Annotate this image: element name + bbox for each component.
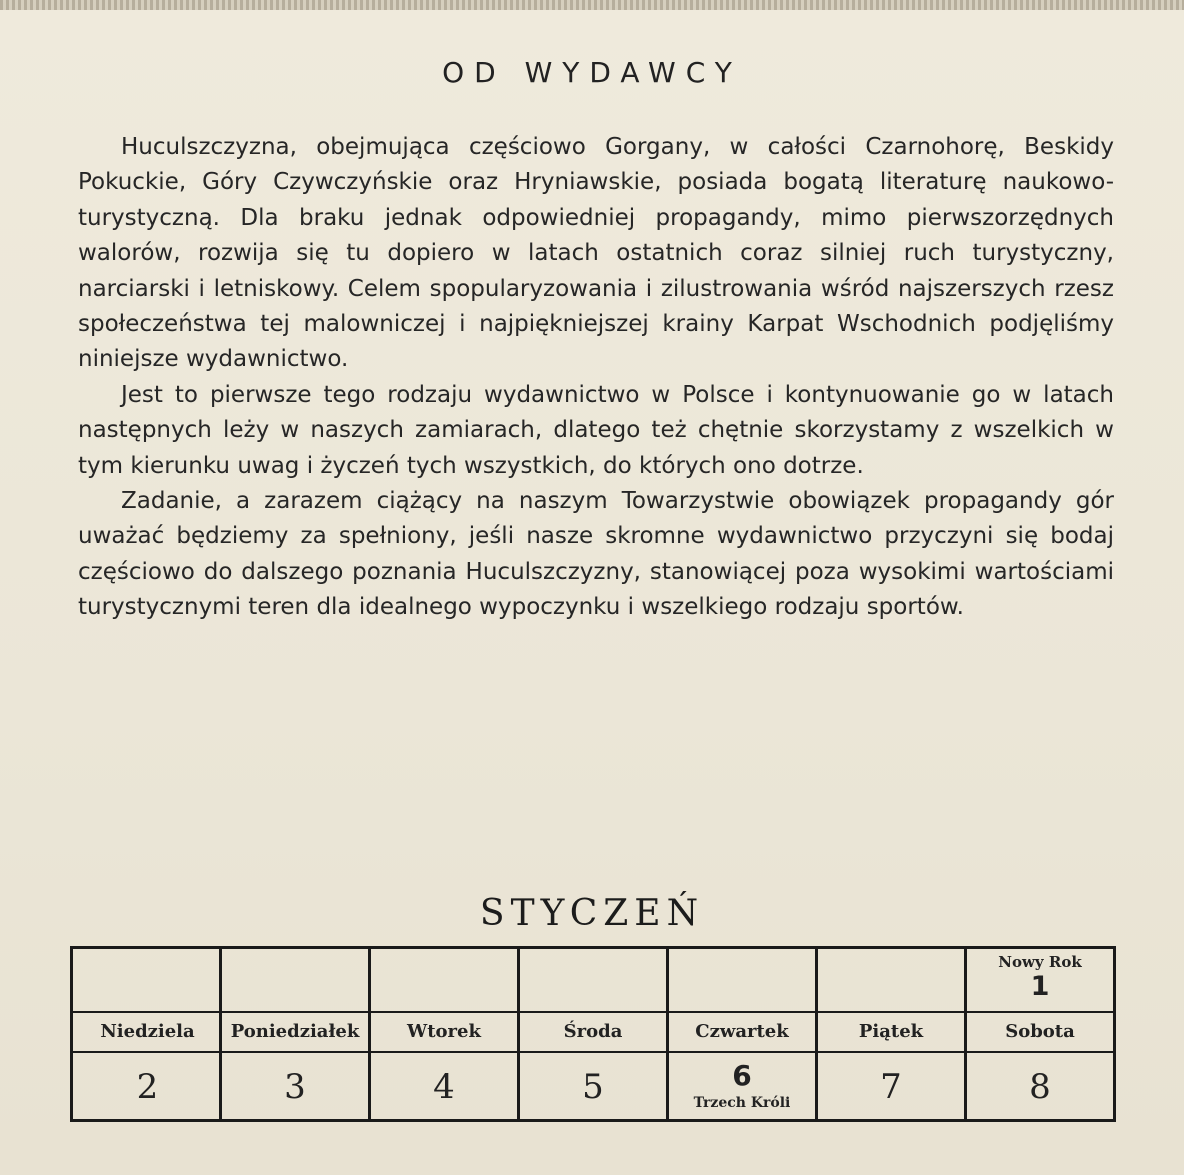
day-name: Piątek xyxy=(858,1021,924,1042)
day-cell-monday xyxy=(219,949,368,1119)
publisher-note xyxy=(78,130,1114,626)
day-name: Poniedziałek xyxy=(230,1021,360,1042)
day-name: Wtorek xyxy=(407,1021,481,1042)
day-date: 8 xyxy=(1029,1067,1051,1107)
day-date: 5 xyxy=(582,1067,604,1107)
day-cell-friday xyxy=(815,949,964,1119)
day-name: Czwartek xyxy=(695,1021,789,1042)
day-cell-thursday xyxy=(666,949,815,1119)
page-title: OD WYDAWCY xyxy=(442,56,742,89)
day-name: Środa xyxy=(563,1021,623,1042)
day-date: 6 xyxy=(732,1059,752,1092)
day-cell-sunday xyxy=(73,949,222,1119)
paragraph-1: Huculszczyzna, obejmująca częściowo Gorgany, w całości Czarnohorę, Beskidy Pokuckie, Góry Czywczyńskie oraz Hryniawskie, posiada bogatą literaturę naukowo-turystyczną. Dla braku jednak odpowiedniej propagandy, mimo pierwszorzędnych walorów, rozwija się tu dopiero w latach ostatnich coraz silniej ruch turystyczny, narciarski i letniskowy. Celem spopularyzowania i zilustrowania wśród najszerszych rzesz społeczeństwa tej malowniczej i najpiękniejszej krainy Karpat Wschodnich podjęliśmy niniejsze wydawnictwo. xyxy=(78,134,1114,373)
day-cell-saturday xyxy=(964,949,1113,1119)
day-date: 3 xyxy=(284,1067,306,1107)
holiday-label: Trzech Króli xyxy=(693,1095,791,1111)
day-date: 2 xyxy=(136,1067,159,1107)
binding-strip xyxy=(0,0,1184,10)
day-date: 4 xyxy=(433,1067,455,1107)
day-cell-tuesday xyxy=(368,949,517,1119)
previous-saturday-date: 1 xyxy=(1030,971,1050,1002)
paragraph-3: Zadanie, a zarazem ciążący na naszym Towarzystwie obowiązek propagandy gór uważać będziemy za spełniony, jeśli nasze skromne wydawnictwo przyczyni się bodaj częściowo do dalszego poznania Huculszczyzny, stanowiącej poza wysokimi wartościami turystycznymi teren dla idealnego wypoczynku i wszelkiego rodzaju sportów. xyxy=(78,488,1114,621)
month-title: STYCZEŃ xyxy=(479,893,705,934)
day-name: Niedziela xyxy=(100,1021,195,1042)
day-cell-wednesday xyxy=(517,949,666,1119)
week-grid xyxy=(70,946,1116,1122)
holiday-label: Nowy Rok xyxy=(998,953,1082,971)
paragraph-2: Jest to pierwsze tego rodzaju wydawnictwo w Polsce i kontynuowanie go w latach następnych leży w naszych zamiarach, dlatego też chętnie skorzystamy z wszelkich w tym kierunku uwag i życzeń tych wszystkich, do których ono dotrze. xyxy=(78,381,1114,479)
day-date: 7 xyxy=(880,1067,902,1107)
day-name: Sobota xyxy=(1005,1021,1075,1042)
